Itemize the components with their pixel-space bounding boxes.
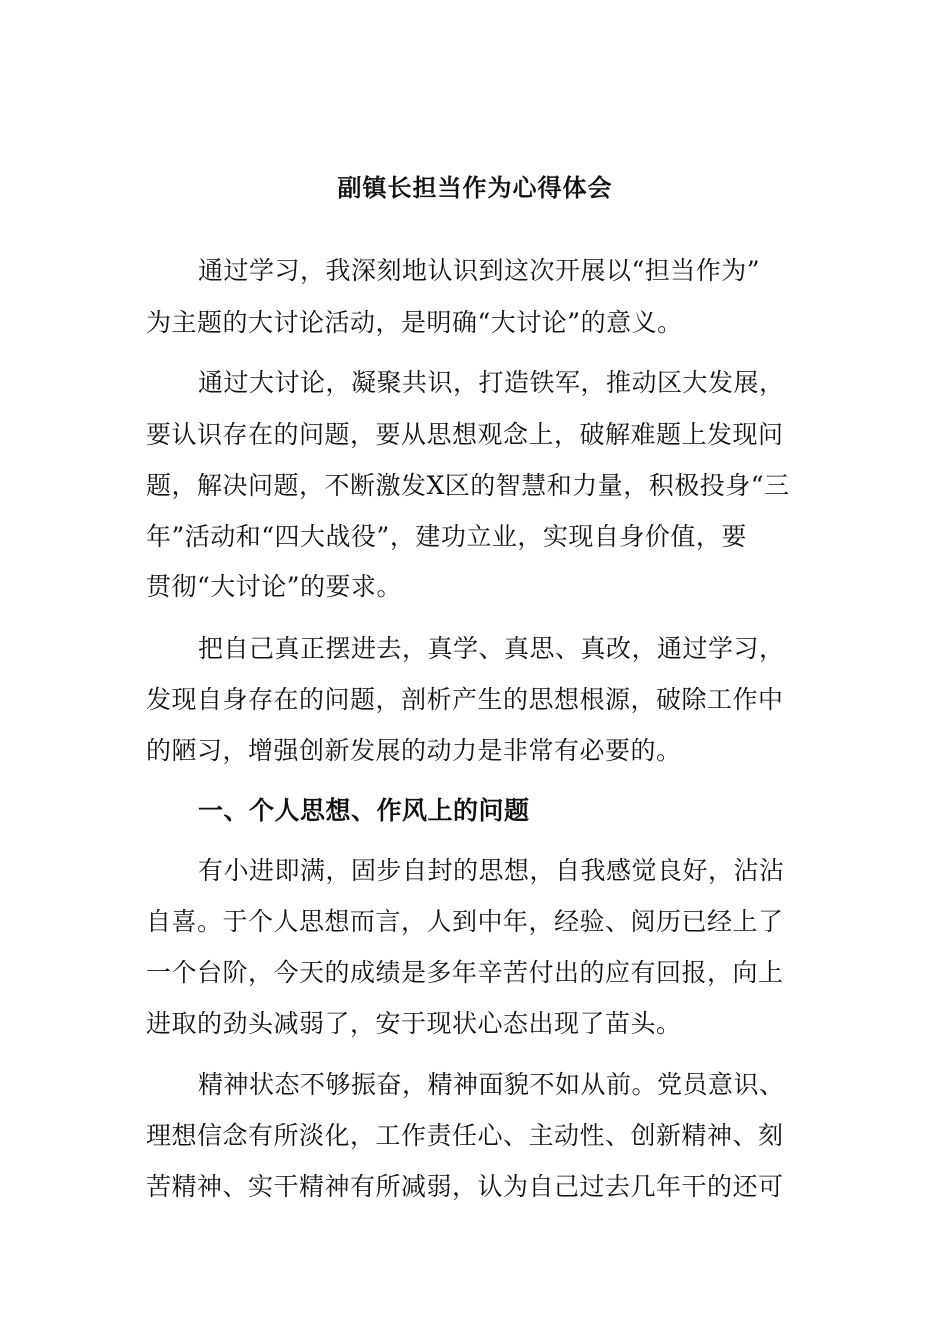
paragraph-line: 理想信念有所淡化，工作责任心、主动性、创新精神、刻 (146, 1121, 784, 1150)
paragraph-line: 自喜。于个人思想而言，人到中年，经验、阅历已经上了 (146, 907, 784, 936)
paragraph-line: 年”活动和“四大战役”，建功立业，实现自身价值，要 (146, 522, 747, 551)
paragraph-line: 通过大讨论，凝聚共识，打造铁军，推动区大发展， (198, 368, 785, 397)
document-title: 副镇长担当作为心得体会 (337, 173, 613, 202)
paragraph-line: 贯彻“大讨论”的要求。 (146, 572, 403, 601)
paragraph-line: 通过学习，我深刻地认识到这次开展以“担当作为” (198, 256, 761, 285)
paragraph-line: 的陋习，增强创新发展的动力是非常有必要的。 (146, 736, 682, 765)
paragraph-line: 发现自身存在的问题，剖析产生的思想根源，破除工作中 (146, 685, 784, 714)
section-heading: 一、个人思想、作风上的问题 (198, 796, 530, 825)
paragraph-line: 有小进即满，固步自封的思想，自我感觉良好，沾沾 (198, 856, 785, 885)
paragraph-line: 要认识存在的问题，要从思想观念上，破解难题上发现问 (146, 420, 784, 449)
paragraph-line: 为主题的大讨论活动，是明确“大讨论”的意义。 (146, 308, 683, 337)
paragraph-line: 精神状态不够振奋，精神面貌不如从前。党员意识、 (198, 1070, 785, 1099)
paragraph-line: 一个台阶，今天的成绩是多年辛苦付出的应有回报，向上 (146, 958, 784, 987)
paragraph-line: 题，解决问题，不断激发X区的智慧和力量，积极投身“三 (146, 471, 790, 500)
paragraph-line: 苦精神、实干精神有所减弱，认为自己过去几年干的还可 (146, 1172, 784, 1201)
paragraph-line: 进取的劲头减弱了，安于现状心态出现了苗头。 (146, 1009, 682, 1038)
paragraph-line: 把自己真正摆进去，真学、真思、真改，通过学习， (198, 634, 785, 663)
